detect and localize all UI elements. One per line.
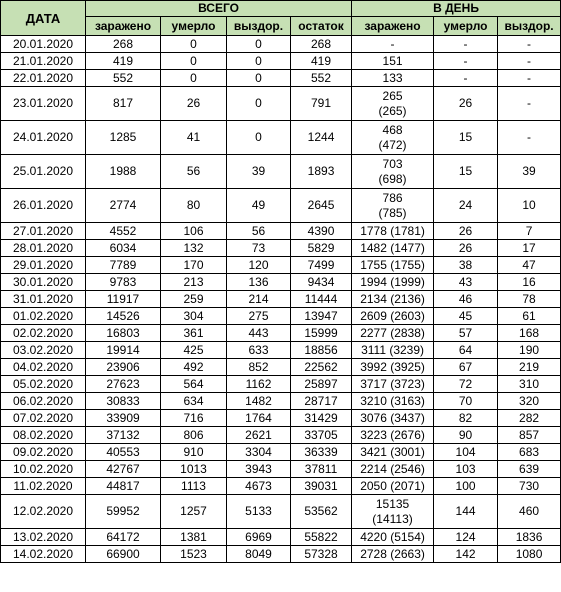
table-body	[1, 36, 561, 563]
total-recovered-cell: 1764	[227, 410, 291, 427]
daily-deaths-cell: 46	[434, 291, 498, 308]
daily-deaths-cell: 90	[434, 427, 498, 444]
table-row	[1, 546, 561, 563]
table-row	[1, 155, 561, 189]
total-infected-cell: 1988	[86, 155, 161, 189]
daily-deaths-cell: -	[434, 70, 498, 87]
daily-recovered-cell: 639	[498, 461, 561, 478]
daily-infected-cell: 2609 (2603)	[352, 308, 434, 325]
table-row	[1, 70, 561, 87]
daily-infected-alt-value: (472)	[378, 137, 407, 152]
daily-infected-cell: 1778 (1781)	[352, 223, 434, 240]
total-recovered-cell: 8049	[227, 546, 291, 563]
table-row	[1, 36, 561, 53]
total-deaths-cell: 716	[161, 410, 227, 427]
date-cell: 24.01.2020	[1, 121, 86, 155]
total-deaths-cell: 26	[161, 87, 227, 121]
daily-infected-cell: 2277 (2838)	[352, 325, 434, 342]
date-cell: 07.02.2020	[1, 410, 86, 427]
daily-recovered-cell: 282	[498, 410, 561, 427]
daily-recovered-cell: 310	[498, 376, 561, 393]
total-remaining-cell: 57328	[291, 546, 352, 563]
table-row	[1, 291, 561, 308]
date-cell: 03.02.2020	[1, 342, 86, 359]
daily-deaths-cell: 82	[434, 410, 498, 427]
date-cell: 20.01.2020	[1, 36, 86, 53]
total-infected-cell: 1285	[86, 121, 161, 155]
daily-deaths-cell: 103	[434, 461, 498, 478]
date-cell: 30.01.2020	[1, 274, 86, 291]
date-cell: 22.01.2020	[1, 70, 86, 87]
daily-deaths-cell: 67	[434, 359, 498, 376]
total-remaining-cell: 37811	[291, 461, 352, 478]
daily-deaths-cell: 24	[434, 189, 498, 223]
table-row	[1, 257, 561, 274]
total-infected-cell: 6034	[86, 240, 161, 257]
daily-recovered-cell: 683	[498, 444, 561, 461]
total-recovered-cell: 275	[227, 308, 291, 325]
daily-recovered-cell: 219	[498, 359, 561, 376]
daily-infected-cell: 3717 (3723)	[352, 376, 434, 393]
total-deaths-cell: 304	[161, 308, 227, 325]
table-row	[1, 325, 561, 342]
total-remaining-cell: 2645	[291, 189, 352, 223]
total-deaths-cell: 106	[161, 223, 227, 240]
total-remaining-cell: 268	[291, 36, 352, 53]
daily-infected-cell	[352, 87, 434, 121]
date-cell: 13.02.2020	[1, 529, 86, 546]
daily-deaths-cell: -	[434, 36, 498, 53]
daily-recovered-cell: -	[498, 36, 561, 53]
daily-recovered-cell: 16	[498, 274, 561, 291]
total-remaining-cell: 7499	[291, 257, 352, 274]
daily-deaths-cell: 72	[434, 376, 498, 393]
date-cell: 09.02.2020	[1, 444, 86, 461]
total-recovered-cell: 4673	[227, 478, 291, 495]
daily-infected-cell: 1482 (1477)	[352, 240, 434, 257]
total-recovered-cell: 5133	[227, 495, 291, 529]
table-row	[1, 478, 561, 495]
date-cell: 27.01.2020	[1, 223, 86, 240]
daily-infected-cell: 2134 (2136)	[352, 291, 434, 308]
total-deaths-cell: 1523	[161, 546, 227, 563]
total-deaths-cell: 910	[161, 444, 227, 461]
total-infected-cell: 27623	[86, 376, 161, 393]
total-infected-cell: 817	[86, 87, 161, 121]
daily-deaths-cell: 15	[434, 121, 498, 155]
total-recovered-cell: 0	[227, 53, 291, 70]
total-deaths-cell: 0	[161, 70, 227, 87]
total-recovered-cell: 852	[227, 359, 291, 376]
daily-recovered-cell: 320	[498, 393, 561, 410]
total-remaining-cell: 419	[291, 53, 352, 70]
daily-recovered-cell: 7	[498, 223, 561, 240]
total-remaining-cell: 1244	[291, 121, 352, 155]
total-infected-cell: 59952	[86, 495, 161, 529]
daily-deaths-cell: 45	[434, 308, 498, 325]
total-deaths-cell: 564	[161, 376, 227, 393]
total-recovered-cell: 0	[227, 70, 291, 87]
daily-infected-alt-value: (265)	[378, 103, 407, 118]
table-row	[1, 274, 561, 291]
total-deaths-cell: 1257	[161, 495, 227, 529]
daily-infected-value: 786	[382, 190, 403, 205]
daily-recovered-cell: -	[498, 53, 561, 70]
date-cell: 25.01.2020	[1, 155, 86, 189]
total-deaths-cell: 132	[161, 240, 227, 257]
total-deaths-cell: 634	[161, 393, 227, 410]
daily-recovered-cell: 190	[498, 342, 561, 359]
total-remaining-cell: 15999	[291, 325, 352, 342]
date-cell: 14.02.2020	[1, 546, 86, 563]
total-remaining-cell: 55822	[291, 529, 352, 546]
daily-deaths-cell: 26	[434, 87, 498, 121]
date-cell: 10.02.2020	[1, 461, 86, 478]
table-row	[1, 189, 561, 223]
daily-deaths-cell: 15	[434, 155, 498, 189]
daily-infected-cell: 3111 (3239)	[352, 342, 434, 359]
total-recovered-cell: 0	[227, 87, 291, 121]
date-cell: 11.02.2020	[1, 478, 86, 495]
date-cell: 26.01.2020	[1, 189, 86, 223]
daily-infected-cell: 2050 (2071)	[352, 478, 434, 495]
daily-deaths-cell: 38	[434, 257, 498, 274]
total-recovered-cell: 49	[227, 189, 291, 223]
daily-recovered-cell: 10	[498, 189, 561, 223]
daily-infected-cell: 3992 (3925)	[352, 359, 434, 376]
daily-infected-cell: 3076 (3437)	[352, 410, 434, 427]
total-infected-cell: 419	[86, 53, 161, 70]
total-recovered-cell: 0	[227, 36, 291, 53]
total-remaining-cell: 53562	[291, 495, 352, 529]
date-cell: 31.01.2020	[1, 291, 86, 308]
total-remaining-cell: 9434	[291, 274, 352, 291]
daily-deaths-cell: 26	[434, 240, 498, 257]
total-infected-cell: 268	[86, 36, 161, 53]
total-infected-header: заражено	[86, 17, 161, 36]
daily-recovered-cell: -	[498, 87, 561, 121]
table-row	[1, 444, 561, 461]
total-recovered-cell: 56	[227, 223, 291, 240]
total-recovered-cell: 443	[227, 325, 291, 342]
date-header: ДАТА	[1, 1, 86, 36]
date-cell: 28.01.2020	[1, 240, 86, 257]
total-deaths-cell: 41	[161, 121, 227, 155]
daily-deaths-cell: 142	[434, 546, 498, 563]
total-remaining-cell: 31429	[291, 410, 352, 427]
total-deaths-cell: 492	[161, 359, 227, 376]
daily-infected-alt-value: (698)	[378, 171, 407, 186]
total-infected-cell: 37132	[86, 427, 161, 444]
total-infected-cell: 9783	[86, 274, 161, 291]
total-remaining-cell: 1893	[291, 155, 352, 189]
total-recovered-cell: 136	[227, 274, 291, 291]
total-deaths-cell: 259	[161, 291, 227, 308]
daily-infected-cell	[352, 495, 434, 529]
total-remaining-cell: 5829	[291, 240, 352, 257]
total-deaths-cell: 0	[161, 53, 227, 70]
total-remaining-cell: 791	[291, 87, 352, 121]
daily-deaths-cell: 70	[434, 393, 498, 410]
daily-infected-cell	[352, 155, 434, 189]
date-cell: 23.01.2020	[1, 87, 86, 121]
total-group-header: ВСЕГО	[86, 1, 352, 17]
table-row	[1, 342, 561, 359]
total-recovered-cell: 0	[227, 121, 291, 155]
daily-recovered-cell: 168	[498, 325, 561, 342]
daily-infected-cell: 4220 (5154)	[352, 529, 434, 546]
date-cell: 01.02.2020	[1, 308, 86, 325]
daily-infected-value: 468	[382, 122, 403, 137]
total-recovered-cell: 3304	[227, 444, 291, 461]
date-cell: 02.02.2020	[1, 325, 86, 342]
daily-recovered-cell: 460	[498, 495, 561, 529]
daily-recovered-cell: -	[498, 121, 561, 155]
daily-infected-cell	[352, 189, 434, 223]
total-infected-cell: 42767	[86, 461, 161, 478]
total-recovered-cell: 39	[227, 155, 291, 189]
total-infected-cell: 552	[86, 70, 161, 87]
total-deaths-cell: 213	[161, 274, 227, 291]
daily-recovered-cell: 1080	[498, 546, 561, 563]
total-remaining-cell: 22562	[291, 359, 352, 376]
daily-deaths-cell: 124	[434, 529, 498, 546]
table-row	[1, 223, 561, 240]
table-row	[1, 410, 561, 427]
daily-recovered-cell: 17	[498, 240, 561, 257]
total-infected-cell: 66900	[86, 546, 161, 563]
date-cell: 06.02.2020	[1, 393, 86, 410]
total-remaining-cell: 25897	[291, 376, 352, 393]
daily-recovered-cell: 78	[498, 291, 561, 308]
table-row	[1, 240, 561, 257]
total-infected-cell: 16803	[86, 325, 161, 342]
table-row	[1, 308, 561, 325]
daily-recovered-cell: 61	[498, 308, 561, 325]
table-row	[1, 376, 561, 393]
daily-recovered-cell: 39	[498, 155, 561, 189]
total-deaths-cell: 1381	[161, 529, 227, 546]
daily-infected-value: 265	[382, 88, 403, 103]
daily-infected-cell: 3210 (3163)	[352, 393, 434, 410]
daily-infected-cell: 133	[352, 70, 434, 87]
total-recovered-cell: 3943	[227, 461, 291, 478]
table-row	[1, 495, 561, 529]
table-row	[1, 393, 561, 410]
daily-deaths-header: умерло	[434, 17, 498, 36]
daily-deaths-cell: 26	[434, 223, 498, 240]
total-infected-cell: 19914	[86, 342, 161, 359]
daily-deaths-cell: 43	[434, 274, 498, 291]
daily-recovered-cell: 1836	[498, 529, 561, 546]
daily-infected-header: заражено	[352, 17, 434, 36]
total-remaining-cell: 28717	[291, 393, 352, 410]
total-infected-cell: 33909	[86, 410, 161, 427]
total-remaining-cell: 18856	[291, 342, 352, 359]
total-infected-cell: 40553	[86, 444, 161, 461]
total-deaths-header: умерло	[161, 17, 227, 36]
total-deaths-cell: 0	[161, 36, 227, 53]
total-deaths-cell: 80	[161, 189, 227, 223]
total-recovered-cell: 1162	[227, 376, 291, 393]
total-remaining-cell: 13947	[291, 308, 352, 325]
daily-infected-cell: 3223 (2676)	[352, 427, 434, 444]
daily-deaths-cell: 144	[434, 495, 498, 529]
total-infected-cell: 14526	[86, 308, 161, 325]
total-recovered-cell: 1482	[227, 393, 291, 410]
daily-recovered-cell: 47	[498, 257, 561, 274]
daily-infected-cell: 1994 (1999)	[352, 274, 434, 291]
total-remaining-header: остаток	[291, 17, 352, 36]
total-recovered-cell: 120	[227, 257, 291, 274]
total-infected-cell: 64172	[86, 529, 161, 546]
daily-group-header: В ДЕНЬ	[352, 1, 561, 17]
date-cell: 04.02.2020	[1, 359, 86, 376]
total-infected-cell: 30833	[86, 393, 161, 410]
daily-recovered-cell: 730	[498, 478, 561, 495]
daily-infected-value: 703	[382, 156, 403, 171]
total-infected-cell: 11917	[86, 291, 161, 308]
table-row	[1, 461, 561, 478]
header-row-groups	[1, 1, 561, 17]
daily-recovered-header: выздор.	[498, 17, 561, 36]
total-deaths-cell: 56	[161, 155, 227, 189]
daily-deaths-cell: 104	[434, 444, 498, 461]
total-deaths-cell: 1013	[161, 461, 227, 478]
date-cell: 08.02.2020	[1, 427, 86, 444]
total-infected-cell: 23906	[86, 359, 161, 376]
daily-deaths-cell: -	[434, 53, 498, 70]
total-recovered-header: выздор.	[227, 17, 291, 36]
total-infected-cell: 4552	[86, 223, 161, 240]
total-recovered-cell: 214	[227, 291, 291, 308]
total-remaining-cell: 4390	[291, 223, 352, 240]
total-infected-cell: 7789	[86, 257, 161, 274]
total-deaths-cell: 425	[161, 342, 227, 359]
date-cell: 12.02.2020	[1, 495, 86, 529]
total-deaths-cell: 806	[161, 427, 227, 444]
table-row	[1, 359, 561, 376]
total-remaining-cell: 36339	[291, 444, 352, 461]
daily-infected-value: 15135	[375, 496, 410, 511]
total-infected-cell: 44817	[86, 478, 161, 495]
total-deaths-cell: 170	[161, 257, 227, 274]
total-deaths-cell: 361	[161, 325, 227, 342]
total-infected-cell: 2774	[86, 189, 161, 223]
date-cell: 29.01.2020	[1, 257, 86, 274]
daily-recovered-cell: -	[498, 70, 561, 87]
daily-infected-alt-value: (14113)	[372, 511, 413, 526]
table-row	[1, 121, 561, 155]
daily-deaths-cell: 64	[434, 342, 498, 359]
daily-infected-alt-value: (785)	[378, 205, 407, 220]
total-remaining-cell: 33705	[291, 427, 352, 444]
daily-infected-cell: 2728 (2663)	[352, 546, 434, 563]
date-cell: 05.02.2020	[1, 376, 86, 393]
daily-deaths-cell: 100	[434, 478, 498, 495]
daily-infected-cell	[352, 121, 434, 155]
table-row	[1, 87, 561, 121]
total-remaining-cell: 552	[291, 70, 352, 87]
table-row	[1, 53, 561, 70]
total-remaining-cell: 11444	[291, 291, 352, 308]
daily-recovered-cell: 857	[498, 427, 561, 444]
total-remaining-cell: 39031	[291, 478, 352, 495]
table-row	[1, 427, 561, 444]
daily-infected-cell: 151	[352, 53, 434, 70]
table-row	[1, 529, 561, 546]
total-deaths-cell: 1113	[161, 478, 227, 495]
total-recovered-cell: 2621	[227, 427, 291, 444]
total-recovered-cell: 73	[227, 240, 291, 257]
daily-infected-cell: 2214 (2546)	[352, 461, 434, 478]
daily-infected-cell: 3421 (3001)	[352, 444, 434, 461]
daily-infected-cell: 1755 (1755)	[352, 257, 434, 274]
total-recovered-cell: 6969	[227, 529, 291, 546]
daily-infected-cell: -	[352, 36, 434, 53]
total-recovered-cell: 633	[227, 342, 291, 359]
daily-deaths-cell: 57	[434, 325, 498, 342]
date-cell: 21.01.2020	[1, 53, 86, 70]
